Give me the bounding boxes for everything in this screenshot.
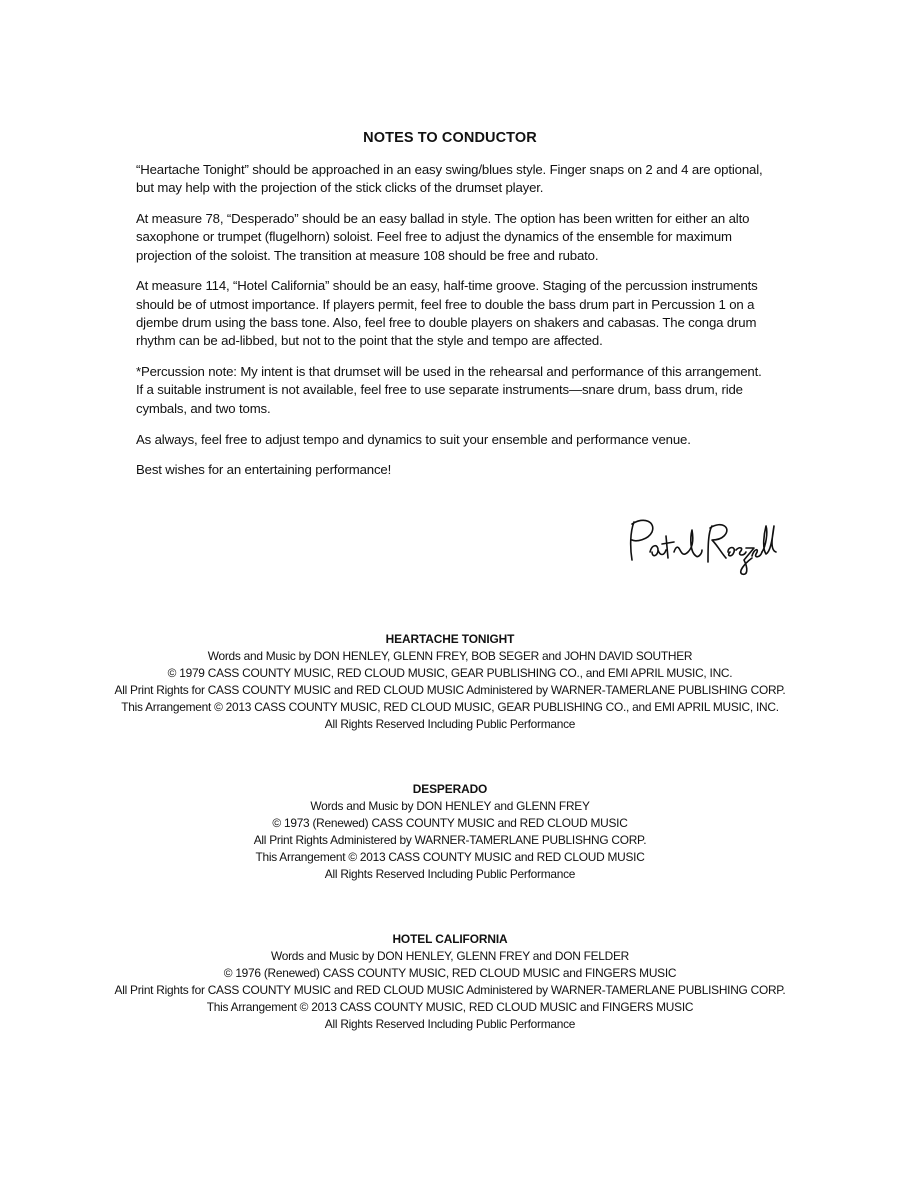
credit-line: © 1976 (Renewed) CASS COUNTY MUSIC, RED CLOUD MUSIC and FINGERS MUSIC bbox=[223, 965, 677, 980]
notes-body bbox=[136, 161, 768, 492]
credit-line: All Rights Reserved Including Public Performance bbox=[324, 716, 576, 731]
credits-desperado bbox=[0, 781, 900, 882]
notes-title: NOTES TO CONDUCTOR bbox=[363, 130, 537, 146]
credit-line: This Arrangement © 2013 CASS COUNTY MUSIC, RED CLOUD MUSIC and FINGERS MUSIC bbox=[206, 999, 694, 1014]
credit-line: All Print Rights for CASS COUNTY MUSIC and RED CLOUD MUSIC Administered by WARNER-TAMERLANE PUBLISHING CORP. bbox=[114, 682, 786, 697]
credit-line: Words and Music by DON HENLEY, GLENN FREY and DON FELDER bbox=[270, 948, 630, 963]
credits-heartache-tonight bbox=[0, 631, 900, 732]
notes-paragraph-percussion: *Percussion note: My intent is that drumset will be used in the rehearsal and performance of this arrangement. If a suitable instrument is not available, feel free to use separate instruments—snare drum, bass drum, ride cymbals, and two toms. bbox=[136, 364, 762, 416]
credits-hotel-california bbox=[0, 931, 900, 1032]
notes-paragraph-best-wishes: Best wishes for an entertaining performance! bbox=[136, 462, 392, 478]
song-title: HEARTACHE TONIGHT bbox=[385, 632, 515, 646]
credit-line: All Rights Reserved Including Public Performance bbox=[324, 1016, 576, 1031]
signature-image bbox=[622, 512, 782, 578]
credit-line: All Rights Reserved Including Public Performance bbox=[324, 866, 576, 881]
credit-line: © 1973 (Renewed) CASS COUNTY MUSIC and RED CLOUD MUSIC bbox=[272, 815, 628, 830]
credit-line: All Print Rights Administered by WARNER-TAMERLANE PUBLISHNG CORP. bbox=[253, 832, 647, 847]
song-title: HOTEL CALIFORNIA bbox=[392, 932, 508, 946]
credit-line: This Arrangement © 2013 CASS COUNTY MUSIC and RED CLOUD MUSIC bbox=[255, 849, 645, 864]
notes-paragraph-desperado: At measure 78, “Desperado” should be an easy ballad in style. The option has been written for either an alto saxophone or trumpet (flugelhorn) soloist. Feel free to adjust the dynamics of the ensemble for maximum projection of the soloist. The transition at measure 108 should be free and rubato. bbox=[136, 211, 750, 263]
song-title: DESPERADO bbox=[412, 782, 488, 796]
notes-paragraph-heartache: “Heartache Tonight” should be approached in an easy swing/blues style. Finger snaps on 2 and 4 are optional, but may help with the projection of the stick clicks of the drumset player. bbox=[136, 162, 763, 196]
credit-line: All Print Rights for CASS COUNTY MUSIC and RED CLOUD MUSIC Administered by WARNER-TAMERLANE PUBLISHING CORP. bbox=[114, 982, 786, 997]
credit-line: Words and Music by DON HENLEY and GLENN FREY bbox=[310, 798, 590, 813]
notes-paragraph-hotel-california: At measure 114, “Hotel California” should be an easy, half-time groove. Staging of the percussion instruments should be of utmost importance. If players permit, feel free to double the bass drum part in Percussion 1 on a djembe drum using the bass tone. Also, feel free to double players on shakers and cabasas. The conga drum rhythm can be ad-libbed, but not to the point that the style and tempo are affected. bbox=[136, 278, 758, 349]
notes-paragraph-tempo: As always, feel free to adjust tempo and dynamics to suit your ensemble and performance venue. bbox=[136, 431, 691, 447]
credit-line: © 1979 CASS COUNTY MUSIC, RED CLOUD MUSIC, GEAR PUBLISHING CO., and EMI APRIL MUSIC, INC. bbox=[167, 665, 733, 680]
credit-line: This Arrangement © 2013 CASS COUNTY MUSIC, RED CLOUD MUSIC, GEAR PUBLISHING CO., and EMI APRIL MUSIC, INC. bbox=[121, 699, 779, 714]
credit-line: Words and Music by DON HENLEY, GLENN FREY, BOB SEGER and JOHN DAVID SOUTHER bbox=[207, 648, 693, 663]
